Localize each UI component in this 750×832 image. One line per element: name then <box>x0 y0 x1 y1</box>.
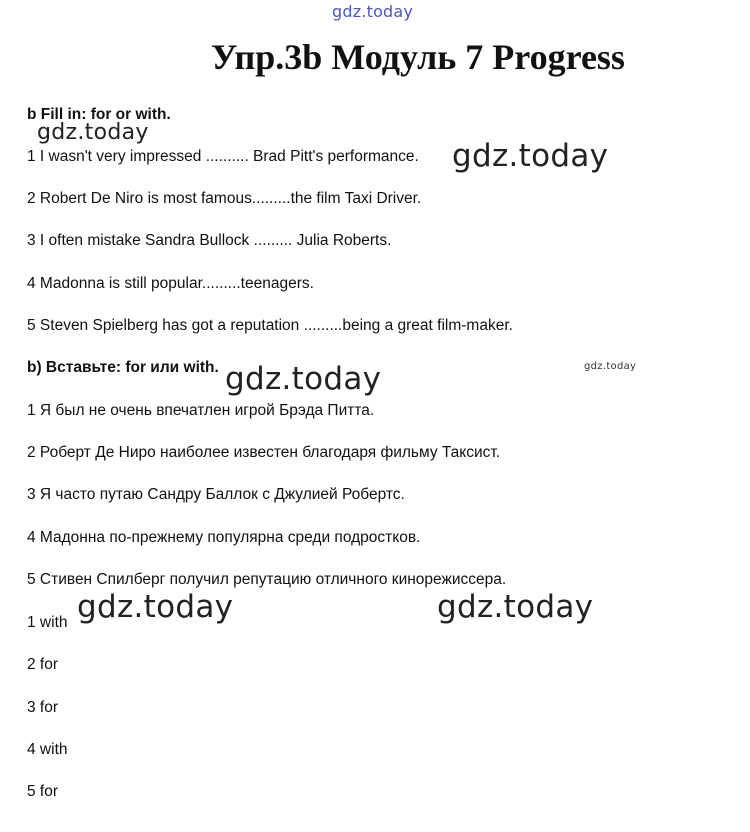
watermark: gdz.today <box>437 589 594 625</box>
translation-heading: b) Вставьте: for или with. <box>27 359 219 376</box>
watermark: gdz.today <box>77 589 234 625</box>
exercise-item-2: 2 Robert De Niro is most famous.........the film Taxi Driver. <box>27 190 422 207</box>
answer-4: 4 with <box>27 741 68 758</box>
exercise-item-4: 4 Madonna is still popular.........teenagers. <box>27 275 314 292</box>
exercise-heading-english: b Fill in: for or with. <box>27 106 171 123</box>
translation-item-4: 4 Мадонна по-прежнему популярна среди подростков. <box>27 529 421 546</box>
answer-2: 2 for <box>27 656 59 673</box>
watermark: gdz.today <box>225 361 382 397</box>
watermark: gdz.today <box>452 138 609 174</box>
watermark: gdz.today <box>37 120 149 145</box>
answer-5: 5 for <box>27 783 59 800</box>
translation-item-5: 5 Стивен Спилберг получил репутацию отличного кинорежиссера. <box>27 571 507 588</box>
exercise-item-5: 5 Steven Spielberg has got a reputation .........being a great film-maker. <box>27 317 513 334</box>
site-watermark-top: gdz.today <box>332 2 414 21</box>
answer-3: 3 for <box>27 699 59 716</box>
exercise-item-1: 1 I wasn't very impressed .......... Brad Pitt's performance. <box>27 148 419 165</box>
translation-item-3: 3 Я часто путаю Сандру Баллок с Джулией Робертс. <box>27 486 405 503</box>
translation-item-1: 1 Я был не очень впечатлен игрой Брэда Питта. <box>27 402 375 419</box>
watermark: gdz.today <box>584 361 637 372</box>
answer-1: 1 with <box>27 614 68 631</box>
page-title: Упр.3b Модуль 7 Progress <box>211 37 625 77</box>
exercise-item-3: 3 I often mistake Sandra Bullock ......... Julia Roberts. <box>27 232 392 249</box>
translation-item-2: 2 Роберт Де Ниро наиболее известен благодаря фильму Таксист. <box>27 444 501 461</box>
